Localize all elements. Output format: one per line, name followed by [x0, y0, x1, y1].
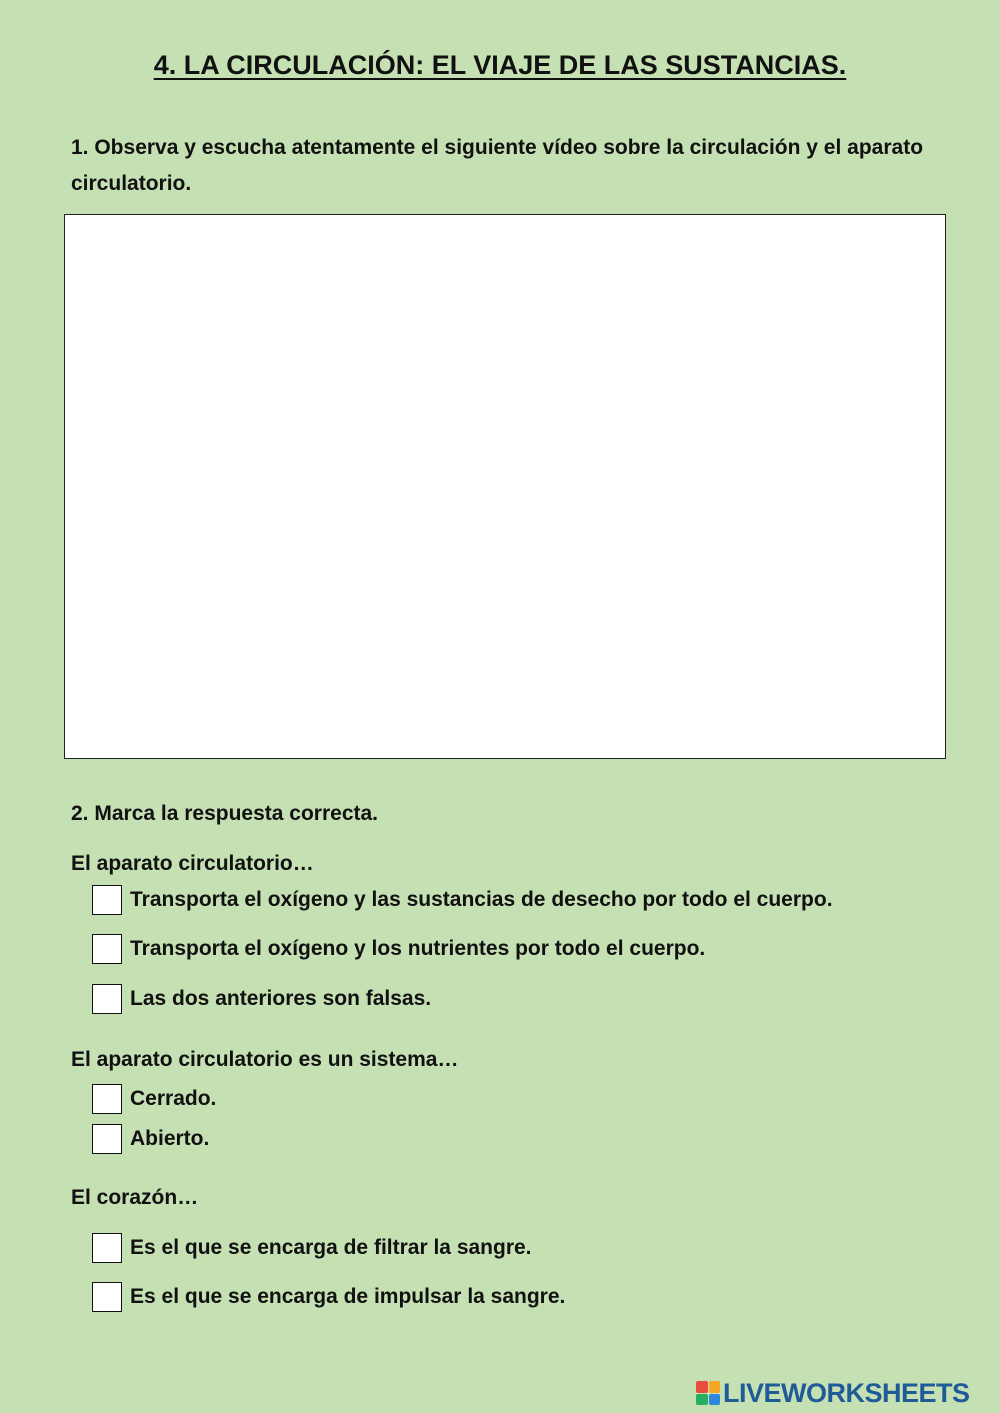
- logo-square: [709, 1394, 721, 1406]
- answer-option-label: Transporta el oxígeno y las sustancias de desecho por todo el cuerpo.: [130, 888, 833, 911]
- answer-option-label: Es el que se encarga de impulsar la sangre.: [130, 1285, 566, 1308]
- question-1-text: 1. Observa y escucha atentamente el siguiente vídeo sobre la circulación y el aparato circulatorio.: [71, 136, 924, 195]
- question-stem-3: El corazón…: [71, 1186, 199, 1209]
- video-placeholder[interactable]: [64, 214, 946, 759]
- answer-checkbox[interactable]: [92, 1233, 122, 1263]
- logo-mark-icon: [696, 1381, 720, 1405]
- liveworksheets-logo[interactable]: [696, 1376, 970, 1410]
- question-stem-2: El aparato circulatorio es un sistema…: [71, 1048, 459, 1071]
- answer-checkbox[interactable]: [92, 1084, 122, 1114]
- logo-square: [709, 1381, 721, 1393]
- answer-checkbox[interactable]: [92, 885, 122, 915]
- answer-option[interactable]: [92, 932, 705, 966]
- question-stem-1: El aparato circulatorio…: [71, 852, 314, 875]
- answer-option[interactable]: [92, 1082, 216, 1116]
- answer-option-label: Cerrado.: [130, 1087, 217, 1110]
- logo-text: LIVEWORKSHEETS: [723, 1377, 970, 1408]
- answer-option-label: Abierto.: [130, 1127, 210, 1150]
- answer-checkbox[interactable]: [92, 934, 122, 964]
- answer-option[interactable]: [92, 982, 431, 1016]
- answer-option[interactable]: [92, 883, 833, 917]
- logo-square: [696, 1381, 708, 1393]
- answer-checkbox[interactable]: [92, 984, 122, 1014]
- answer-option[interactable]: [92, 1280, 565, 1314]
- worksheet-title: 4. LA CIRCULACIÓN: EL VIAJE DE LAS SUSTANCIAS.: [153, 50, 847, 80]
- answer-option[interactable]: [92, 1122, 209, 1156]
- answer-option-label: Es el que se encarga de filtrar la sangre.: [130, 1236, 532, 1259]
- answer-option-label: Transporta el oxígeno y los nutrientes por todo el cuerpo.: [130, 937, 706, 960]
- answer-option[interactable]: [92, 1231, 532, 1265]
- answer-checkbox[interactable]: [92, 1282, 122, 1312]
- answer-option-label: Las dos anteriores son falsas.: [130, 987, 432, 1010]
- answer-checkbox[interactable]: [92, 1124, 122, 1154]
- question-2-text: 2. Marca la respuesta correcta.: [71, 802, 379, 825]
- logo-square: [696, 1394, 708, 1406]
